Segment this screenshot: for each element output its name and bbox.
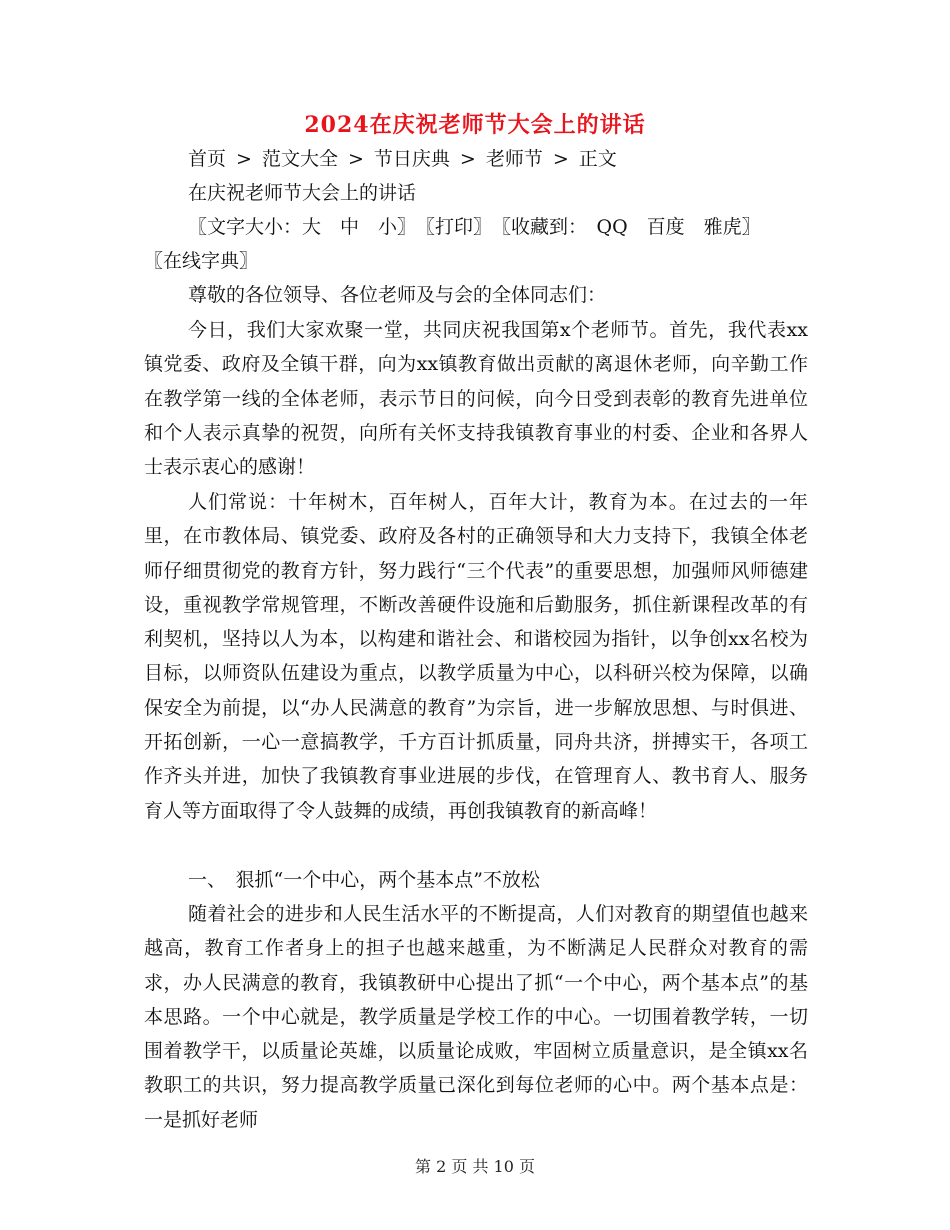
breadcrumb-separator: > — [347, 148, 364, 170]
breadcrumb-item-festivals[interactable]: 节日庆典 — [373, 148, 450, 170]
breadcrumb-item-current: 正文 — [578, 148, 617, 170]
article-subtitle: 在庆祝老师节大会上的讲话 — [188, 182, 417, 204]
paragraph-2: 人们常说：十年树木，百年树人，百年大计，教育为本。在过去的一年里，在市教体局、镇党委、政府及各村的正确领导和大力支持下，我镇全体老师仔细贯彻党的教育方针，努力践行“三个代表”的重要思想，加强师风师德建设，重视教学常规管理，不断改善硬件设施和后勤服务，抓住新课程改革的有利契机，坚持以人为本，以构建和谐社会、和谐校园为指针，以争创xx名校为目标，以师资队伍建设为重点，以教学质量为中心，以科研兴校为保障，以确保安全为前提，以“办人民满意的教育”为宗旨，进一步解放思想、与时俱进、开拓创新，一心一意搞教学，千方百计抓质量，同舟共济，拼搏实干，各项工作齐头并进，加快了我镇教育事业进展的步伐，在管理育人、教书育人、服务育人等方面取得了令人鼓舞的成绩，再创我镇教育的新高峰！ — [144, 491, 808, 822]
breadcrumb-item-home[interactable]: 首页 — [188, 148, 227, 170]
breadcrumb-separator: > — [552, 148, 569, 170]
paragraph-1: 今日，我们大家欢聚一堂，共同庆祝我国第x个老师节。首先，我代表xx镇党委、政府及全镇干群，向为xx镇教育做出贡献的离退休老师，向辛勤工作在教学第一线的全体老师，表示节日的问候，向今日受到表彰的教育先进单位和个人表示真挚的祝贺，向所有关怀支持我镇教育事业的村委、企业和各界人士表示衷心的感谢！ — [144, 319, 808, 479]
document-title: 2024在庆祝老师节大会上的讲话 — [304, 112, 646, 138]
toolbar-line[interactable]: 〖文字大小：大 中 小〗 〖打印〗 〖收藏到： QQ 百度 雅虎〗 — [188, 216, 761, 238]
breadcrumb — [188, 142, 617, 176]
page-footer: 第 2 页 共 10 页 — [415, 1157, 535, 1176]
breadcrumb-item-teachers-day[interactable]: 老师节 — [485, 148, 543, 170]
dictionary-link[interactable]: 〖在线字典〗 — [144, 250, 259, 272]
paragraph-3: 随着社会的进步和人民生活水平的不断提高，人们对教育的期望值也越来越高，教育工作者身上的担子也越来越重，为不断满足人民群众对教育的需求，办人民满意的教育，我镇教研中心提出了抓“一个中心，两个基本点”的基本思路。一个中心就是，教学质量是学校工作的中心。一切围着教学转，一切围着教学干，以质量论英雄，以质量论成败，牢固树立质量意识，是全镇xx名教职工的共识，努力提高教学质量已深化到每位老师的心中。两个基本点是：一是抓好老师 — [144, 903, 808, 1131]
salutation: 尊敬的各位领导、各位老师及与会的全体同志们： — [188, 284, 607, 306]
section-heading: 一、 狠抓“一个中心，两个基本点”不放松 — [188, 869, 540, 891]
breadcrumb-separator: > — [459, 148, 476, 170]
breadcrumb-separator: > — [236, 148, 252, 170]
breadcrumb-item-essays[interactable]: 范文大全 — [261, 148, 338, 170]
